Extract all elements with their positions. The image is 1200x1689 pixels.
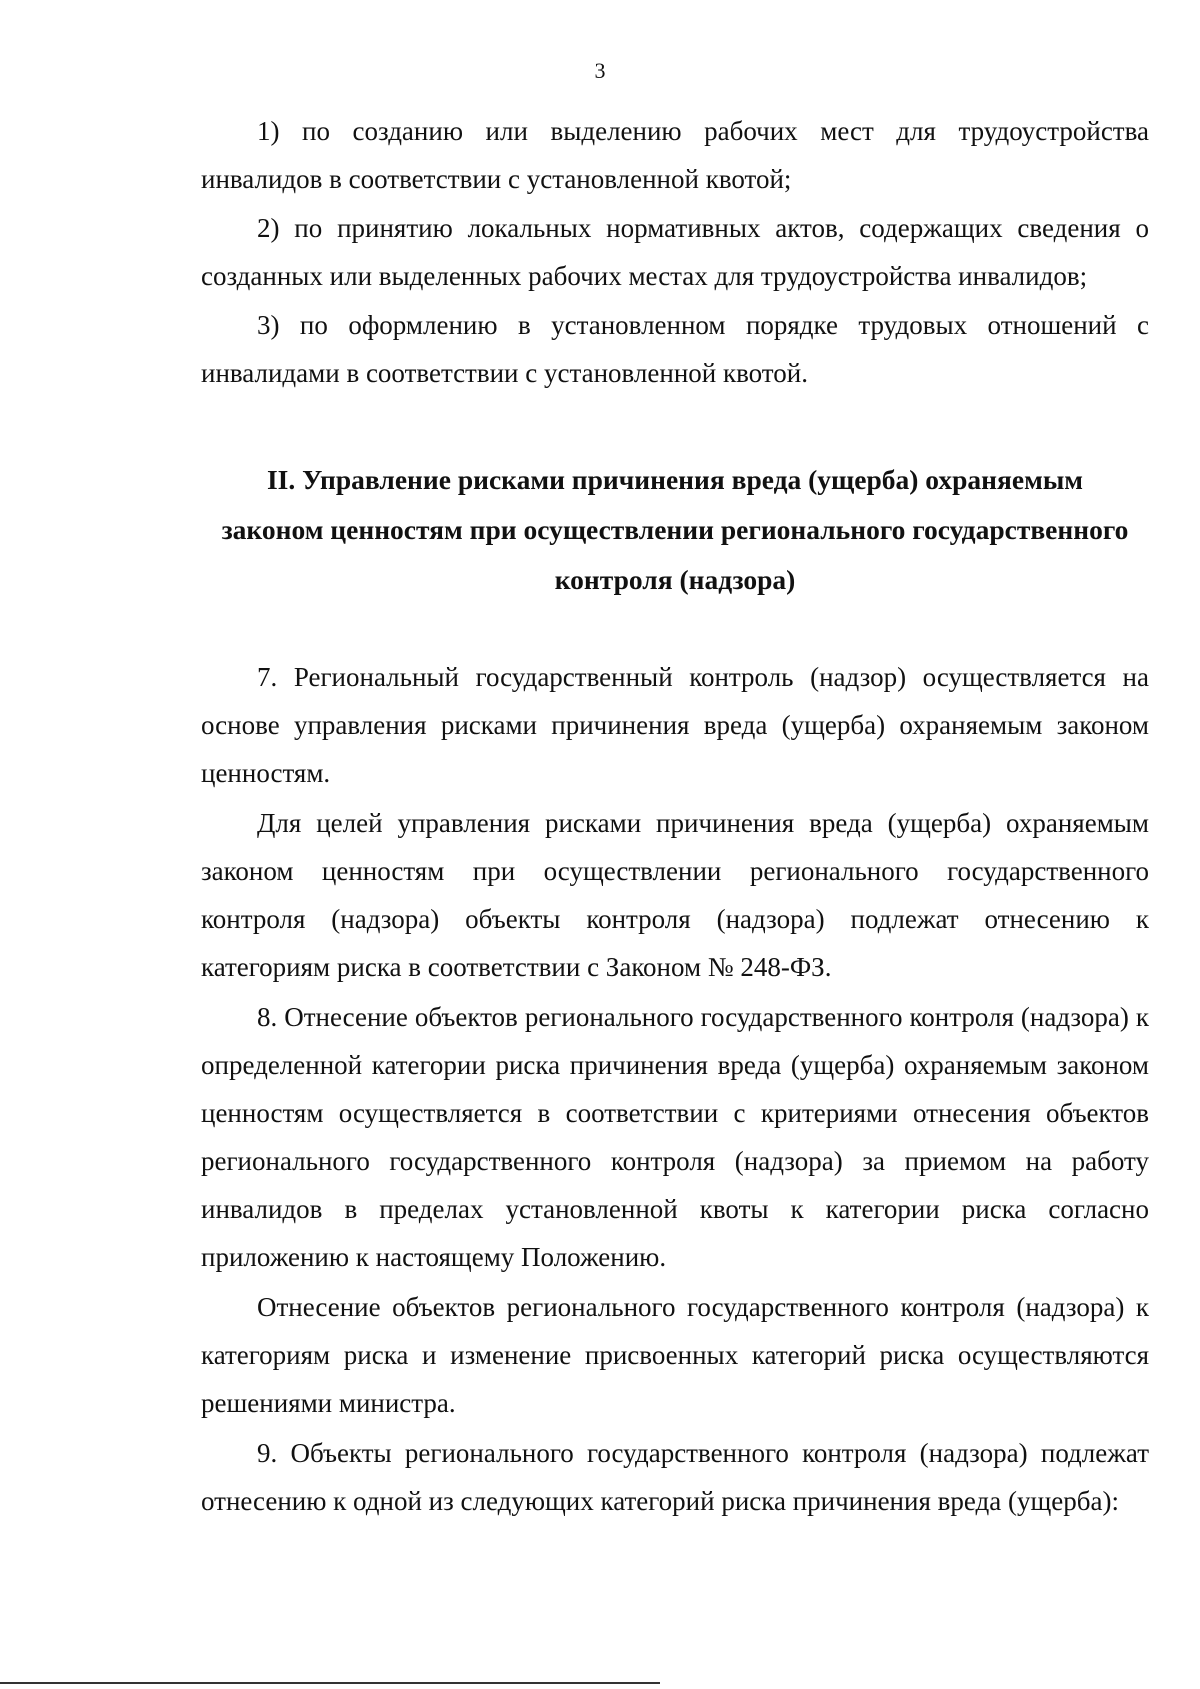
section-heading	[201, 455, 1149, 605]
list-item: 3) по оформлению в установленном порядке трудовых отношений с инвалидами в соответствии с установленной квотой.	[201, 310, 1149, 388]
page-number: 3	[594, 58, 606, 83]
list-item: 2) по принятию локальных нормативных актов, содержащих сведения о созданных или выделенных рабочих местах для трудоустройства инвалидов;	[201, 213, 1149, 291]
list-item: 1) по созданию или выделению рабочих мест для трудоустройства инвалидов в соответствии с установленной квотой;	[201, 116, 1149, 194]
scan-edge-line	[0, 1682, 660, 1684]
list-block	[201, 108, 1149, 397]
paragraph: Отнесение объектов регионального государственного контроля (надзора) к категориям риска и изменение присвоенных категорий риска осуществляются решениями министра.	[201, 1292, 1149, 1418]
section-heading-line: II. Управление рисками причинения вреда (ущерба) охраняемым	[266, 464, 1084, 495]
body-text	[201, 653, 1149, 1527]
paragraph: 9. Объекты регионального государственного контроля (надзора) подлежат отнесению к одной из следующих категорий риска причинения вреда (ущерба):	[201, 1438, 1149, 1516]
section-heading-line: законом ценностям при осуществлении регионального государственного	[221, 514, 1129, 545]
paragraph: 8. Отнесение объектов регионального государственного контроля (надзора) к определенной категории риска причинения вреда (ущерба) охраняемым законом ценностям осуществляется в соответствии с критериями отнесения объектов регионального государственного контроля (надзора) за приемом на работу инвалидов в пределах установленной квоты к категории риска согласно приложению к настоящему Положению.	[201, 1002, 1149, 1272]
paragraph: 7. Региональный государственный контроль (надзор) осуществляется на основе управления рисками причинения вреда (ущерба) охраняемым законом ценностям.	[201, 662, 1149, 788]
section-heading-line: контроля (надзора)	[554, 564, 796, 595]
paragraph: Для целей управления рисками причинения вреда (ущерба) охраняемым законом ценностям при осуществлении регионального государственного контроля (надзора) объекты контроля (надзора) подлежат отнесению к категориям риска в соответствии с Законом № 248-ФЗ.	[201, 808, 1149, 982]
